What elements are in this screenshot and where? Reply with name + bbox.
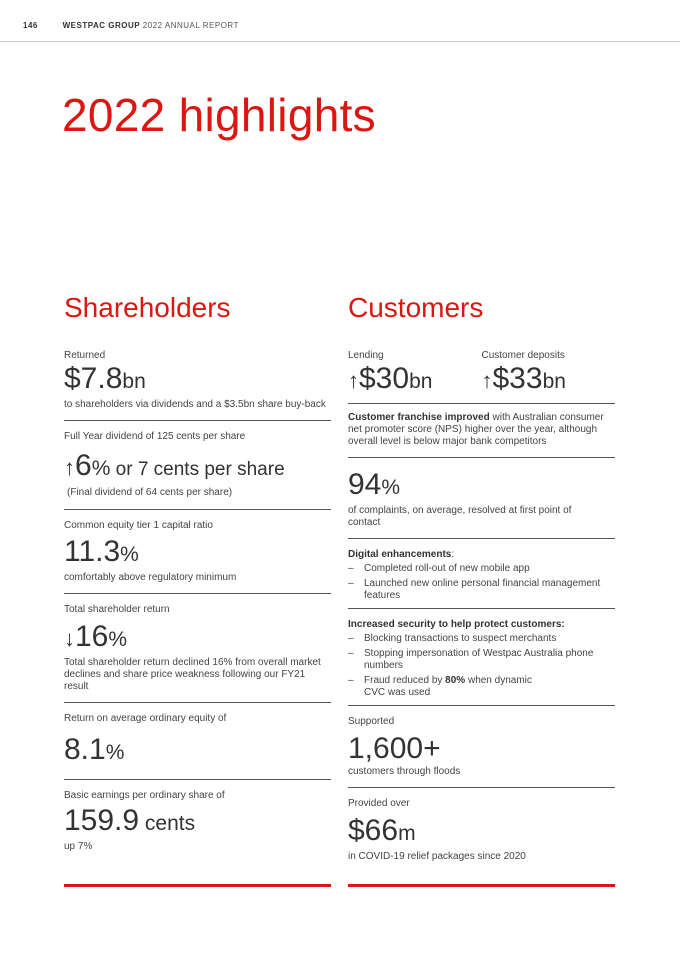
supported-desc: customers through floods [348,766,461,777]
divider [64,509,331,510]
deposits-value: ↑$33bn [481,362,566,395]
divider [348,457,615,458]
supported-label: Supported [348,716,395,727]
returned-value: $7.8bn [64,362,146,395]
dividend-note: (Final dividend of 64 cents per share) [67,487,233,498]
tsr-block [64,604,331,693]
security-block [348,619,615,699]
cet1-desc: comfortably above regulatory minimum [64,572,237,583]
header-org: WESTPAC GROUP [62,21,141,30]
list-item: – Fraud reduced by 80% when dynamic CVC was used [348,675,554,699]
supported-block [348,716,615,778]
tsr-label: Total shareholder return [64,604,170,615]
eps-block [64,790,331,853]
franchise-text: Customer franchise improved with Australian consumer net promoter score (NPS) higher over the year, although overall level is below major bank competitors [348,412,604,447]
provided-label: Provided over [348,798,410,809]
arrow-up-icon: ↑ [348,368,359,393]
lending-label: Lending [348,350,384,361]
list-item: – Completed roll-out of new mobile app [348,563,615,575]
dividend-value: ↑6% or 7 cents per share [64,449,285,482]
page-title: 2022 highlights [62,89,376,141]
arrow-down-icon: ↓ [64,626,75,651]
roe-value: 8.1% [64,733,125,766]
divider [348,538,615,539]
page-header [23,21,239,30]
dividend-label: Full Year dividend of 125 cents per share [64,431,246,442]
lending-block [348,350,482,399]
roe-label: Return on average ordinary equity of [64,713,227,724]
supported-value: 1,600+ [348,732,441,765]
digital-block [348,549,615,602]
lending-deposits-row [348,350,615,399]
security-list [348,633,615,699]
digital-list [348,563,615,602]
shareholders-bottom-bar [64,884,331,887]
provided-desc: in COVID-19 relief packages since 2020 [348,851,526,862]
deposits-block [482,350,616,399]
divider [348,787,615,788]
eps-value: 159.9 cents [64,804,196,837]
digital-heading: Digital enhancements: [348,549,455,560]
lending-value: ↑$30bn [348,362,433,395]
header-divider [0,41,680,42]
divider [64,420,331,421]
divider [348,608,615,609]
dividend-block [64,431,331,499]
list-item: – Stopping impersonation of Westpac Australia phone numbers [348,648,615,672]
eps-desc: up 7% [64,841,93,852]
customers-bottom-bar [348,884,615,887]
complaints-value: 94% [348,468,401,501]
eps-label: Basic earnings per ordinary share of [64,790,225,801]
security-heading: Increased security to help protect customers: [348,619,565,630]
customers-column [348,292,615,863]
arrow-up-icon: ↑ [481,368,493,393]
customers-heading: Customers [348,292,484,323]
header-report: 2022 ANNUAL REPORT [142,21,239,30]
deposits-label: Customer deposits [481,350,565,361]
divider [64,593,331,594]
divider [348,403,615,404]
cet1-value: 11.3% [64,535,139,568]
provided-block [348,798,615,863]
tsr-desc: Total shareholder return declined 16% from overall market declines and share price weakness following our FY21 result [64,657,321,692]
list-item: – Launched new online personal financial management features [348,578,615,602]
returned-desc: to shareholders via dividends and a $3.5bn share buy-back [64,399,326,410]
page-number: 146 [23,21,38,30]
tsr-value: ↓16% [64,620,128,653]
shareholders-column [64,292,331,853]
complaints-desc: of complaints, on average, resolved at first point of contact [348,505,572,528]
list-item: – Blocking transactions to suspect merchants [348,633,615,645]
cet1-block [64,520,331,584]
divider [348,705,615,706]
returned-block [64,350,331,411]
cet1-label: Common equity tier 1 capital ratio [64,520,213,531]
returned-label: Returned [64,350,106,361]
shareholders-heading: Shareholders [64,292,231,323]
provided-value: $66m [348,814,416,847]
divider [64,779,331,780]
roe-block [64,713,331,770]
complaints-block [348,468,615,529]
arrow-up-icon: ↑ [64,455,75,480]
divider [64,702,331,703]
